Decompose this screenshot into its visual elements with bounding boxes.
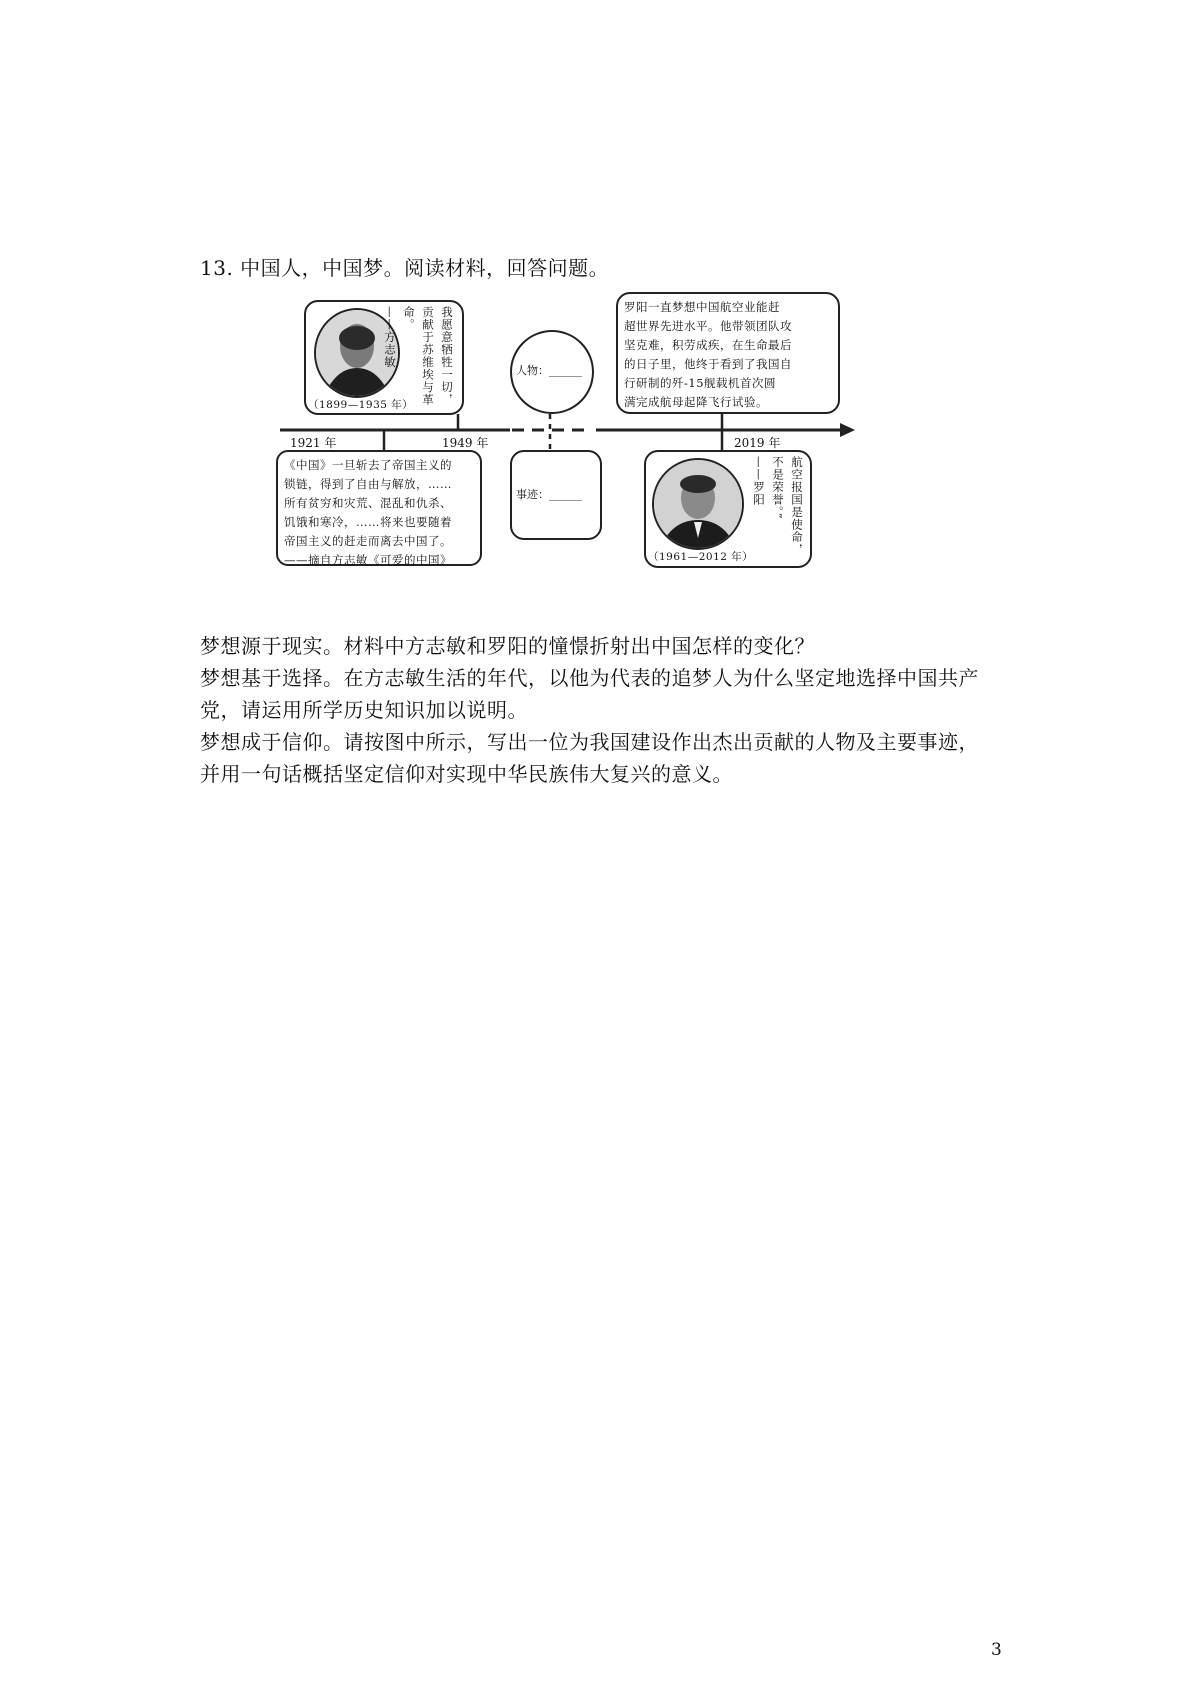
year-1921: 1921 年 (290, 436, 337, 450)
fang-excerpt-line-1: 《中国》一旦斩去了帝国主义的 (284, 458, 452, 472)
person-blank-label: 人物：______ (516, 364, 582, 377)
fang-excerpt-line-2: 锁链，得到了自由与解放，…… (284, 477, 452, 491)
timeline-figure (280, 300, 930, 620)
luo-text-line-2: 超世界先进水平。他带领团队攻 (624, 319, 792, 333)
fang-quote-line-1: 我愿意牺牲一切， (440, 306, 454, 406)
question-line-2: 梦想基于选择。在方志敏生活的年代，以他为代表的追梦人为什么坚定地选择中国共产 (200, 666, 979, 690)
person-blank-circle (510, 330, 594, 414)
luo-photo (652, 458, 744, 550)
luo-text-line-3: 坚克难，积劳成疾，在生命最后 (624, 338, 792, 352)
fang-excerpt-line-3: 所有贫穷和灾荒、混乱和仇杀、 (284, 496, 452, 510)
luo-text-line-5: 行研制的歼-15舰载机首次圆 (624, 376, 777, 390)
fang-quote-line-2: 贡献于苏维埃与革 (421, 306, 435, 406)
year-1949: 1949 年 (442, 436, 489, 450)
luo-text-line-4: 的日子里，他终于看到了我国自 (624, 357, 792, 371)
page-number: 3 (991, 1640, 1002, 1660)
luo-text-box (616, 292, 840, 414)
year-2019: 2019 年 (734, 436, 781, 450)
question-line-3: 党，请运用所学历史知识加以说明。 (200, 698, 528, 722)
question-line-5: 并用一句话概括坚定信仰对实现中华民族伟大复兴的意义。 (200, 762, 733, 786)
fang-dates: （1899—1935 年） (308, 399, 414, 411)
fang-quote-line-3: 命。 (402, 306, 416, 331)
luo-quote-attribution: ——罗阳 (752, 456, 766, 506)
fang-excerpt-box (276, 450, 482, 566)
question-title: 13. 中国人，中国梦。阅读材料，回答问题。 (200, 256, 610, 280)
luo-text-line-1: 罗阳一直梦想中国航空业能赶 (624, 300, 780, 314)
portrait-luo-icon (654, 460, 742, 548)
fang-excerpt-line-6: ——摘自方志敏《可爱的中国》 (284, 553, 452, 567)
fang-excerpt-line-5: 帝国主义的赶走而离去中国了。 (284, 534, 452, 548)
luo-quote-line-2: 不是荣誉。” (771, 456, 785, 520)
luo-quote-box (644, 450, 812, 568)
question-line-4: 梦想成于信仰。请按图中所示，写出一位为我国建设作出杰出贡献的人物及主要事迹， (200, 730, 979, 754)
luo-dates: （1961—2012 年） (648, 551, 754, 563)
arrow-head-icon (840, 423, 855, 437)
deed-blank-label: 事迹：______ (516, 488, 582, 501)
fang-quote-attribution: ——方志敏 (383, 306, 397, 369)
deed-blank-box (510, 450, 602, 540)
fang-excerpt-line-4: 饥饿和寒冷，……将来也要随着 (284, 515, 452, 529)
luo-quote-line-1: 航空报国是使命， (790, 456, 804, 556)
question-line-1: 梦想源于现实。材料中方志敏和罗阳的憧憬折射出中国怎样的变化？ (200, 634, 815, 658)
fang-quote-box (304, 300, 464, 415)
luo-text-line-6: 满完成航母起降飞行试验。 (624, 395, 768, 409)
